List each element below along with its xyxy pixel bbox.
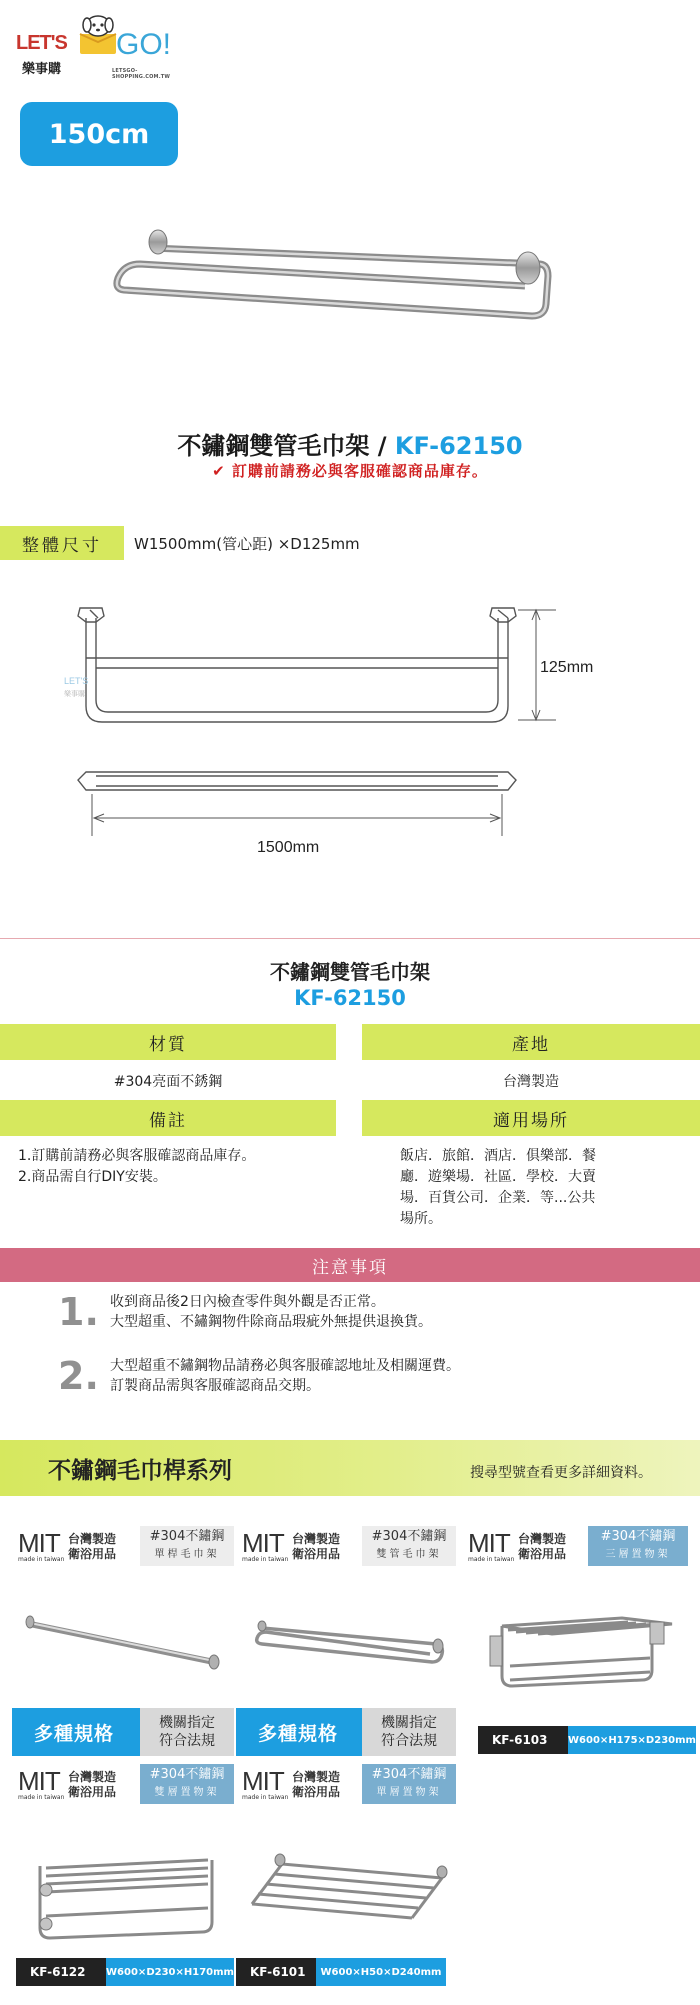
mit-badge: MIT made in taiwan 台灣製造 衛浴用品 bbox=[12, 1764, 120, 1804]
material-tag: #304不鏽鋼 雙層置物架 bbox=[140, 1764, 234, 1804]
product-code: KF-6122 bbox=[16, 1958, 106, 1986]
caution-item: 收到商品後2日內檢查零件與外觀是否正常。 大型超重、不鏽鋼物件除商品瑕疵外無提供退換貨。 bbox=[110, 1294, 432, 1330]
product-title: 不鏽鋼雙管毛巾架 / KF-62150 bbox=[177, 432, 523, 460]
watermark-chinese: 樂事購 bbox=[64, 690, 85, 698]
material-value: #304亮面不銹鋼 bbox=[113, 1074, 223, 1090]
spec-title: 不鏽鋼雙管毛巾架 bbox=[270, 960, 430, 984]
product-code: KF-6103 bbox=[478, 1726, 568, 1754]
material-header: 材質 bbox=[0, 1024, 336, 1060]
logo-chinese-text: 樂事購 bbox=[22, 62, 62, 77]
series-title: 不鏽鋼毛巾桿系列 bbox=[48, 1458, 232, 1484]
technical-drawing bbox=[56, 596, 656, 876]
caution-number: 1. bbox=[58, 1290, 99, 1334]
width-label: 1500mm bbox=[257, 839, 320, 856]
double-bar-photo bbox=[248, 1618, 448, 1678]
remark-line: 1.訂購前請務必與客服確認商品庫存。 bbox=[18, 1148, 256, 1164]
multi-spec-badge: 多種規格 bbox=[236, 1708, 362, 1756]
size-badge: 150cm bbox=[20, 102, 178, 166]
origin-value: 台灣製造 bbox=[503, 1074, 559, 1090]
remark-header: 備註 bbox=[0, 1100, 336, 1136]
mit-badge: MIT made in taiwan 台灣製造 衛浴用品 bbox=[236, 1764, 344, 1804]
depth-label: 125mm bbox=[540, 659, 594, 676]
dimension-label: 整體尺寸 bbox=[0, 526, 124, 560]
dimension-value: W1500mm(管心距) ×D125mm bbox=[134, 535, 360, 553]
logo-go-text: GO! bbox=[116, 28, 172, 61]
product-card-kf-6103[interactable] bbox=[462, 1522, 700, 1766]
watermark-text: LET'S bbox=[64, 676, 89, 686]
material-tag: #304不鏽鋼 單層置物架 bbox=[362, 1764, 456, 1804]
usage-line: 場所。 bbox=[400, 1211, 442, 1227]
product-size: W600×H175×D230mm bbox=[568, 1726, 696, 1754]
origin-header: 產地 bbox=[362, 1024, 700, 1060]
product-size: W600×H50×D240mm bbox=[316, 1958, 446, 1986]
remark-line: 2.商品需自行DIY安裝。 bbox=[18, 1169, 167, 1185]
mit-badge: MIT made in taiwan 台灣製造 衛浴用品 bbox=[236, 1526, 344, 1566]
product-card-kf-6122[interactable] bbox=[0, 1764, 234, 1986]
usage-header: 適用場所 bbox=[362, 1100, 700, 1136]
multi-spec-badge: 多種規格 bbox=[12, 1708, 140, 1756]
single-bar-photo bbox=[22, 1608, 222, 1678]
spec-code: KF-62150 bbox=[294, 986, 406, 1010]
caution-item: 大型超重不鏽鋼物品請務必與客服確認地址及相關運費。 訂製商品需與客服確認商品交期。 bbox=[110, 1358, 460, 1394]
authority-badge: 機關指定 符合法規 bbox=[362, 1708, 456, 1756]
remark-list bbox=[18, 1146, 338, 1188]
product-card-single-bar[interactable] bbox=[0, 1522, 234, 1766]
caution-header: 注意事項 bbox=[0, 1248, 700, 1282]
brand-logo[interactable] bbox=[16, 10, 186, 84]
logo-dog-icon bbox=[74, 12, 122, 60]
stock-notice: ✔ 訂購前請務必與客服確認商品庫存。 bbox=[212, 462, 488, 480]
usage-list bbox=[400, 1146, 660, 1230]
logo-lets-text: LET'S bbox=[16, 32, 67, 54]
usage-line: 場．百貨公司．企業．等...公共 bbox=[400, 1190, 596, 1206]
double-tier-shelf-photo bbox=[24, 1842, 224, 1952]
authority-badge: 機關指定 符合法規 bbox=[140, 1708, 234, 1756]
series-hint: 搜尋型號查看更多詳細資料。 bbox=[470, 1465, 652, 1481]
logo-url-text: LETSGO-SHOPPING.COM.TW bbox=[112, 68, 171, 80]
usage-line: 飯店．旅館．酒店．俱樂部．餐 bbox=[400, 1148, 596, 1164]
material-tag: #304不鏽鋼 單桿毛巾架 bbox=[140, 1526, 234, 1566]
product-card-double-bar[interactable] bbox=[234, 1522, 460, 1766]
single-tier-shelf-photo bbox=[246, 1842, 452, 1952]
product-card-kf-6101[interactable] bbox=[234, 1764, 462, 1986]
section-divider bbox=[0, 938, 700, 939]
three-tier-shelf-photo bbox=[482, 1596, 682, 1716]
product-size: W600×D230×H170mm bbox=[106, 1958, 234, 1986]
caution-number: 2. bbox=[58, 1354, 99, 1398]
product-code: KF-6101 bbox=[236, 1958, 316, 1986]
product-photo bbox=[100, 220, 560, 330]
mit-badge: MIT made in taiwan 台灣製造 衛浴用品 bbox=[12, 1526, 120, 1566]
material-tag: #304不鏽鋼 雙管毛巾架 bbox=[362, 1526, 456, 1566]
mit-badge: MIT made in taiwan 台灣製造 衛浴用品 bbox=[462, 1526, 570, 1566]
usage-line: 廳．遊樂場．社區．學校．大賣 bbox=[400, 1169, 596, 1185]
material-tag: #304不鏽鋼 三層置物架 bbox=[588, 1526, 688, 1566]
check-icon: ✔ bbox=[212, 462, 226, 480]
